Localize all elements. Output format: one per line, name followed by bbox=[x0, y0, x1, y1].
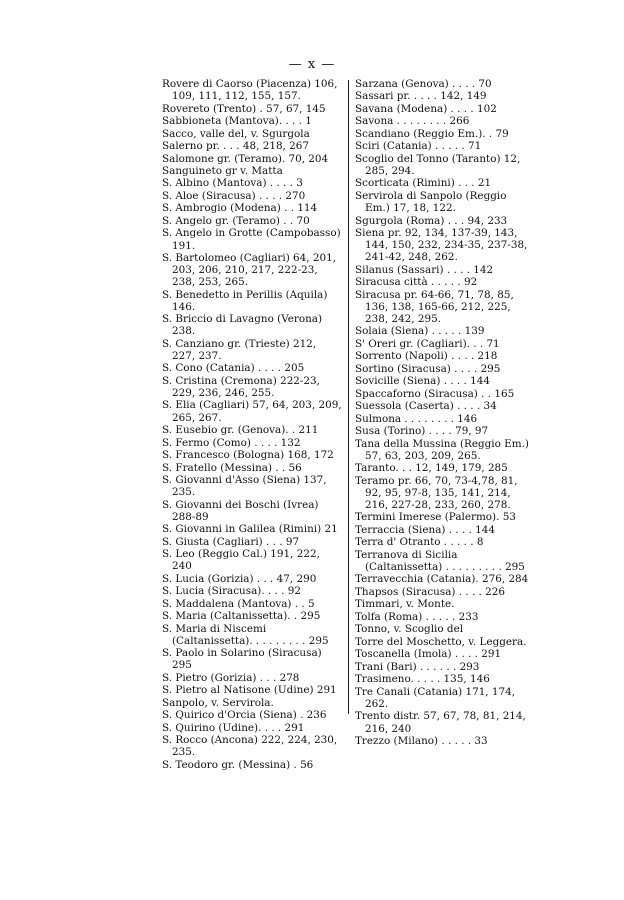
index-entry: S. Giovanni d'Asso (Siena) 137, 235. bbox=[162, 473, 327, 499]
index-entry: Salerno pr. . . . 48, 218, 267 bbox=[162, 140, 310, 153]
index-entry: Rovereto (Trento) . 57, 67, 145 bbox=[162, 102, 326, 115]
index-entry: S. Maria (Caltanissetta). . 295 bbox=[162, 610, 321, 623]
index-entry: S. Cristina (Cremona) 222-23, 229, 236, 246, 255. bbox=[162, 374, 320, 399]
index-entry: Timmari, v. Monte. bbox=[355, 598, 455, 611]
index-entry: S. Cono (Catania) . . . . 205 bbox=[162, 362, 305, 375]
index-entry: Thapsos (Siracusa) . . . . 226 bbox=[355, 585, 505, 598]
index-entry: Terraccia (Siena) . . . . 144 bbox=[355, 523, 496, 536]
index-entry: S. Pietro (Gorizia) . . . 278 bbox=[162, 671, 300, 684]
index-entry: S. Teodoro gr. (Messina) . 56 bbox=[162, 758, 314, 771]
index-entry: Sabbioneta (Mantova). . . . 1 bbox=[162, 115, 312, 128]
index-entry: Sanguineto gr v. Matta bbox=[162, 165, 283, 177]
index-entry: S. Angelo gr. (Teramo) . . 70 bbox=[162, 214, 310, 227]
index-entry: Sortino (Siracusa) . . . . 295 bbox=[355, 362, 501, 375]
index-entry: Siena pr. 92, 134, 137-39, 143, 144, 150, 232, 234-35, 237-38, 241-42, 248, 262. bbox=[355, 227, 528, 264]
page-number: — x — bbox=[288, 57, 336, 72]
index-entry: Savana (Modena) . . . . 102 bbox=[355, 102, 497, 115]
index-entry: S. Elia (Cagliari) 57, 64, 203, 209, 265, 267. bbox=[162, 399, 342, 424]
index-entry: S. Angelo in Grotte (Campobasso) 191. bbox=[162, 227, 341, 252]
index-entry: Tana della Mussina (Reggio Em.) 57, 63, 203, 209, 265. bbox=[355, 437, 529, 462]
index-entry: S. Francesco (Bologna) 168, 172 bbox=[162, 449, 334, 462]
index-entry: S. Pietro al Natisone (Udine) 291 bbox=[162, 684, 337, 697]
index-entry: Suessola (Caserta) . . . . 34 bbox=[355, 400, 497, 413]
index-entry: S. Maria di Niscemi (Caltanissetta). . . . . . . . . 295 bbox=[162, 622, 329, 647]
column-divider bbox=[348, 80, 349, 714]
index-entry: Trasimeno. . . . . 135, 146 bbox=[355, 673, 490, 686]
index-entry: Siracusa pr. 64-66, 71, 78, 85, 136, 138, 165-66, 212, 225, 238, 242, 295. bbox=[355, 288, 514, 325]
index-entry: S. Giovanni in Galilea (Rimini) 21 bbox=[162, 523, 338, 536]
index-entry: Trezzo (Milano) . . . . . 33 bbox=[355, 734, 488, 747]
index-entry: Siracusa città . . . . . 92 bbox=[355, 276, 478, 289]
index-entry: Sciri (Catania) . . . . . 71 bbox=[355, 140, 482, 153]
index-entry: S. Eusebio gr. (Genova). . 211 bbox=[162, 424, 319, 437]
index-entry: Sgurgola (Roma) . . . 94, 233 bbox=[355, 214, 508, 227]
index-entry: Scoglio del Tonno (Taranto) 12, 285, 294. bbox=[355, 152, 521, 177]
index-entry: S. Giovanni dei Boschi (Ivrea) 288-89 bbox=[162, 498, 319, 523]
index-entry: S. Canziano gr. (Trieste) 212, 227, 237. bbox=[162, 337, 317, 362]
index-entry: S. Giusta (Cagliari) . . . 97 bbox=[162, 535, 300, 548]
index-entry: Sovicille (Siena) . . . . 144 bbox=[355, 375, 490, 388]
index-entry: Sulmona . . . . . . . . 146 bbox=[355, 412, 478, 425]
index-entry: Susa (Torino) . . . . 79, 97 bbox=[355, 425, 489, 438]
index-entry: Solaia (Siena) . . . . . 139 bbox=[355, 325, 485, 338]
index-entry: S. Aloe (Siracusa) . . . . 270 bbox=[162, 189, 306, 202]
index-entry: S. Briccio di Lavagno (Verona) 238. bbox=[162, 313, 323, 338]
index-column-right bbox=[355, 78, 531, 747]
index-entry: S. Paolo in Solarino (Siracusa) 295 bbox=[162, 647, 322, 672]
index-entry: Sacco, valle del, v. Sgurgola bbox=[162, 127, 310, 140]
index-entry: S. Ambrogio (Modena) . . 114 bbox=[162, 202, 318, 215]
index-entry: S. Bartolomeo (Cagliari) 64, 201, 203, 206, 210, 217, 222-23, 238, 253, 265. bbox=[162, 252, 337, 289]
index-entry: Scandiano (Reggio Em.). . 79 bbox=[355, 127, 509, 140]
index-entry: Terra d' Otranto . . . . . 8 bbox=[355, 536, 484, 549]
index-entry: Tre Canali (Catania) 171, 174, 262. bbox=[355, 685, 516, 710]
index-entry: Taranto. . . 12, 149, 179, 285 bbox=[355, 462, 508, 475]
index-entry: Trani (Bari) . . . . . . 293 bbox=[355, 660, 480, 673]
index-column-left bbox=[162, 78, 342, 771]
index-entry: Torre del Moschetto, v. Leggera. bbox=[355, 635, 527, 648]
index-entry: Sassari pr. . . . . 142, 149 bbox=[355, 90, 487, 103]
index-entry: S. Quirino (Udine). . . . 291 bbox=[162, 721, 305, 734]
index-entry: Salomone gr. (Teramo). 70, 204 bbox=[162, 152, 329, 165]
index-entry: Savona . . . . . . . . 266 bbox=[355, 115, 470, 128]
index-entry: S. Fermo (Como) . . . . 132 bbox=[162, 436, 301, 449]
index-entry: Scorticata (Rimini) . . . 21 bbox=[355, 177, 492, 190]
index-entry: Sorrento (Napoli) . . . . 218 bbox=[355, 350, 498, 363]
index-entry: S' Oreri gr. (Cagliari). . . 71 bbox=[355, 337, 500, 350]
index-entry: Tonno, v. Scoglio del bbox=[355, 623, 464, 636]
index-entry: Spaccaforno (Siracusa) . . 165 bbox=[355, 387, 515, 400]
index-entry: Servirola di Sanpolo (Reggio Em.) 17, 18, 122. bbox=[355, 189, 507, 215]
index-entry: Termini Imerese (Palermo). 53 bbox=[355, 511, 516, 524]
index-entry: Trento distr. 57, 67, 78, 81, 214, 216, 240 bbox=[355, 710, 526, 735]
index-entry: Toscanella (Imola) . . . . 291 bbox=[355, 648, 502, 661]
index-entry: S. Lucia (Gorizia) . . . 47, 290 bbox=[162, 572, 317, 585]
index-entry: Sarzana (Genova) . . . . 70 bbox=[355, 78, 492, 90]
index-entry: Tolfa (Roma) . . . . . 233 bbox=[355, 610, 479, 623]
index-entry: S. Lucia (Siracusa). . . . 92 bbox=[162, 585, 301, 598]
index-entry: Rovere di Caorso (Piacenza) 106, 109, 111, 112, 155, 157. bbox=[162, 78, 338, 103]
index-entry: S. Albino (Mantova) . . . . 3 bbox=[162, 177, 303, 190]
index-entry: S. Rocco (Ancona) 222, 224, 230, 235. bbox=[162, 734, 338, 759]
index-entry: S. Benedetto in Perillis (Aquila) 146. bbox=[162, 288, 328, 313]
index-entry: S. Leo (Reggio Cal.) 191, 222, 240 bbox=[162, 548, 320, 573]
index-entry: S. Maddalena (Mantova) . . 5 bbox=[162, 597, 315, 610]
index-entry: S. Quirico d'Orcia (Siena) . 236 bbox=[162, 709, 327, 722]
index-entry: Teramo pr. 66, 70, 73-4,78, 81, 92, 95, 97-8, 135, 141, 214, 216, 227-28, 233, 260, 278. bbox=[355, 474, 518, 511]
index-entry: Silanus (Sassari) . . . . 142 bbox=[355, 263, 494, 276]
index-entry: S. Fratello (Messina) . . 56 bbox=[162, 461, 302, 474]
index-entry: Sanpolo, v. Servirola. bbox=[162, 696, 274, 709]
index-entry: Terravecchia (Catania). 276, 284 bbox=[355, 573, 529, 586]
index-entry: Terranova di Sicilia (Caltanissetta) . . . . . . . . . 295 bbox=[355, 548, 525, 573]
